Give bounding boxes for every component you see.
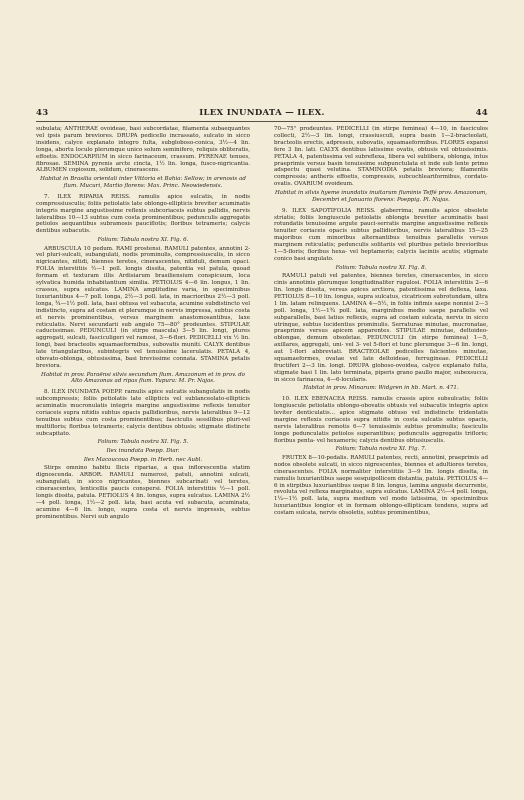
habitat-note: Ilex Macoucoua Poepp. in Herb. nec Aubl. [83, 456, 203, 463]
running-header [36, 108, 488, 120]
page-number-right: 44 [475, 108, 488, 118]
header-rule [36, 121, 488, 122]
running-title: ILEX INUNDATA — ILEX. [199, 108, 325, 118]
right-column [274, 126, 488, 738]
description-paragraph: FRUTEX 8—10-pedalis. RAMULI patentes, recti, annotini, praeprimis ad nodos obsolete sulcati, in sicco nigrescentes, biennes et adultiores teretes, cinerascentes. FOLIA normaliter interstitiis 3—9 lin. longis dissita, in ramulis luxuriantibus saepe sesquipollicem distantia, patula. PETIOLUS 4—6 in stirpibus luxuriantibus usque 8 lin. longus, lamina anguste decurrente, revoluta vel reflexa marginatus, supra sulcatus. LAMINA 2½—4 poll. longa, 1¼—1½ poll. lata, supra medium vel modo latissima, in speciminibus luxuriantibus longior et in formam oblongo-ellipticam tendens, supra ad costam sulcata, nervis obsoletis, subtus prominentibus, [274, 454, 488, 517]
paragraph-continued: subulata; ANTHERAE ovoideae, basi subcordatae, filamenta subaequantes vel ipsis parum breviores. DRUPA pedicello incrassato, sulcato in sicco insidens, calyce explanato integro fulta, subgloboso-conica, 3½—4 lin. longa, abortu loculo plerumque unico solum seminifero, reliquis obliteratis, effoetis. ENDOCARPIUM in sicco farinaceum, crassum. PYRENAE tenues, fibrosae. SEMINA pyrenis arcte cincta, 1½ lin. longa, fusco-nigricantia. ALBUMEN copiosum, solidum, cinerascens. [36, 126, 250, 174]
habitat-note: Ilex inundata Poepp. Diar. [106, 448, 180, 454]
left-column [36, 126, 250, 738]
description-paragraph: ARBUSCULA 10 pedum. RAMI prostensi. RAMULI patentes, annotini 2- vel pluri-sulcati, subangulati, nodis prominulis, compressiusculis, in sicco nigricantes, nitidi, biennes teretes, cinerascentes, nitiduli, demum opaci. FOLIA interstitiis ½—1 poll. longis dissita, patentia vel patula, quoad formam et texturam illis Ardisiarum brasiliensium conspicuum, loca sylvatica humida inhabitantium similia. PETIOLUS 4—6 lin. longus, 1 lin. crassus, supra sulcatus. LAMINA amplitudine varia, in speciminibus luxuriantibus 4—7 poll. longa, 2½—3 poll. lata, in macrioribus 2½—3 poll. longa, ¾—1½ poll. lata, basi obtusa vel subacuta, acumine subdistincto vel indistincto, supra ad costam et plerumque in nervis impressa, subtus costa et nervis prominentibus, versus marginem anastomosantibus, laxe reticulatis. Nervi secundarii sub angulo 75—80° prodeuntes. STIPULAE caducissimae. PEDUNCULI (in stirpe mascula) 3—5 lin. longi, plures aggregati, sulcati, fasciculigeri vel ramosi, 3—6-flori. PEDICELLI vix ½ lin. longi, basi bracteolis squamaeformibus, subovatis muniti. CALYX dentibus late triangularibus, subintegris vel tenuissime lacerulatis. PETALA 4, obovato-oblonga, obtusissima, basi brevissime connata. STAMINA petalis breviora. [36, 245, 250, 369]
species-diagnosis: 10. ILEX EBENACEA REISS. ramulis crassis apice subsulcatis; foliis longiuscule petiolatis oblongo-obovatis obtusis vel subacutis integris apice leviter denticulatis... apice stigmate obtuso vel indistincte tridentatis margine reflexis coriaceis supra nitidis in costa sulcatis subtus opacis, nervis lateralibus remotis 6—7 tenuissimis subtus prominulis; fasciculis longe pedunculatis petiolos superantibus; pedunculis aggregatis trifloris; floribus penta- vel hexameris; calycis dentibus obtusiusculis. [274, 396, 488, 444]
habitat-note: Habitat in prov. Paraënsi silvis secundum flum. Amazonum et in prov. do Alto Amazonas ad ripas flum. Yupura: M. Pr. Najas. [41, 371, 245, 385]
description-paragraph: Stirps omnino habitu Ilicis ripariae, a qua inflorescentia statim dignoscenda. ARBOR. RAMULI numerosi, patuli, annotini sulcati, subangulati, in sicco nigricantes, biennes subcarinati vel teretes, cinerascentes, lenticellis paucis conspersi. FOLIA interstitiis ½—1 poll. longis dissita, patula. PETIOLUS 4 lin. longus, supra sulcatus. LAMINA 2½—4 poll. longa, 1½—2 poll. lata, basi acuta vel subacuta, acuminata, acumine 4—6 lin. longo, supra costa et nervis impressis, subtus prominentibus. Nervi sub angulo [36, 465, 250, 520]
species-diagnosis: 7. ILEX RIPARIA REISS. ramulis apice sulcatis, in nodis compressiusculis; foliis petiolatis late oblongo-ellipticis breviter acuminatis integris margine angustissime reflexis subcoriaceis subtus pallidis, nervis lateralibus 10—13 subtus cum costa prominentibus; pedunculis aggregatis petiolos aequantibus subramosis pauciflotis; floribus tetrameris; calycis dentibus subacutis. [36, 193, 250, 235]
habitat-note: Habitat in Brasilia orientali inter Vittoria et Bahia: Sellow; in arenosis ad flum. Mucuri, Martio florens: Max. Princ. Neowiedensis. [40, 176, 246, 189]
species-diagnosis: 8. ILEX INUNDATA POEPP. ramulis apice sulcatis subangulatis in nodis subcompressis; foliis petiolatis late ellipticis vel sublanceolato-ellipticis acuminatis mucronulatis integris margine angustissime reflexis tenuiter coriaceis supra nitidis subtus opacis pallidioribus, nervis lateralibus 9—12 tenuibus subtus cum costa prominentibus; fasciculis sessilibus pluri-vel multifloris; floribus tetrameris; calycis dentibus obtusis; stigmate distincte subcapitato. [36, 389, 250, 437]
species-diagnosis: 9. ILEX SAPOTIFOLIA REISS. glaberrima; ramulis apice obsolete striatis; foliis longiuscule petiolatis oblongis breviter acuminatis basi rotundatis tenuissime argute pauci-serratis margine angustissime reflexis tenuiter coriaceis opacis subtus pallidioribus, nervis lateralibus 15—25 majoribus cum minoribus alternantibus tenuibus parallelis versus marginem reticulatis; pedunculis solitariis vel pluribus petiolo brevioribus 1—5-floris; floribus hexa- vel heptameris; calycis laciniis acutis; stigmate conico basi angulato. [274, 207, 488, 262]
figure-reference: Folium: Tabula nostra XI. Fig. 8. [335, 264, 427, 271]
habitat-note: Habitat in silvis hyeme inundatis inuitarum fluminis Teffé prov. Amazonum, Decembri et Januario florens: Poeppig. Pl. Najas. [274, 189, 488, 203]
figure-reference: Folium: Tabula nostra XI. Fig. 7. [335, 446, 427, 453]
page-number-left: 43 [36, 108, 49, 118]
habitat-note: Habitat in prov. Minarum: Widgren in hb. Mart. n. 471. [303, 385, 459, 392]
description-paragraph: RAMULI patuli vel patentes, biennes teretes, cinerascentes, in sicco cinis annotinis plerumque longitudinaliter rugulosi. FOLIA interstitiis 2—6 lin. longis dissita, versus apices arctiora, patentissima vel deflexa, laxa. PETIOLUS 8—10 lin. longus, supra sulcatus, cicatricem subrotundam, ultra 1 lin. latam relinquens. LAMINA 4—5½, in foliis infimis saepe nonnisi 2—3 poll. longa, 1½—1¾ poll. lata, marginibus medio saepe parallelis vel subparallelis, basi latius reflexis, supra ad costam sulcata, nervis in sicco utrinque, subtus lucidentius prominulis. Serraturae minutae, mucronatae, praeprimis versus apicem apparentes. STIPULAE minutae, deltoideo-oblongae, demum obsoletae. PEDUNCULI (in stirpe feminea) 1—5, axillares, aggregati, uni- vel 3- vel 5-flori et tunc plerumque 3—6 lin. longi, aut 1-flori abbreviati. BRACTEOLAE pedicelles falcientes minutae, squamaeformes, ovatae vel late deltoideae, ferrugineae. PEDICELLI fructiferi 2—3 lin. longi. DRUPA globoso-ovoidea, calyce explanato fulta, stigmate basi 1 lin. lato terminata, piperis grano paullo major, subexsucca, in sicco farinacea, 4—6-locularis. [274, 273, 488, 383]
figure-reference: Folium: Tabula nostra XI. Fig. 5. [97, 439, 189, 446]
figure-reference: Folium: Tabula nostra XI. Fig. 6. [97, 236, 189, 243]
paragraph-continued: 70—75° prodeuntes. PEDICELLI (in stirpe feminea) 4—10, in fasciculos collecti, 2½—3 lin. longi, crassiusculi, supra basin 1—2-bracteolati, bracteolis erectis, adpressis, subovatis, squamaeformibus. FLORES expansi fere 3 lin. lati. CALYX dentibus latissime ovatis, obtusis vel obtusissimis. PETALA 4, patentissima vel subreflexa, libera vel subliberа, oblonga, intus praeprimis versus basin tenuissime subpunctulata et inde sub lente primo adspectu quasi velutina. STAMINODIA petalis breviora; filamentis compressis; antheris effoetis, compressis, subcochleariformibus, cordato-ovatis. OVARIUM ovoideum. [274, 126, 488, 188]
